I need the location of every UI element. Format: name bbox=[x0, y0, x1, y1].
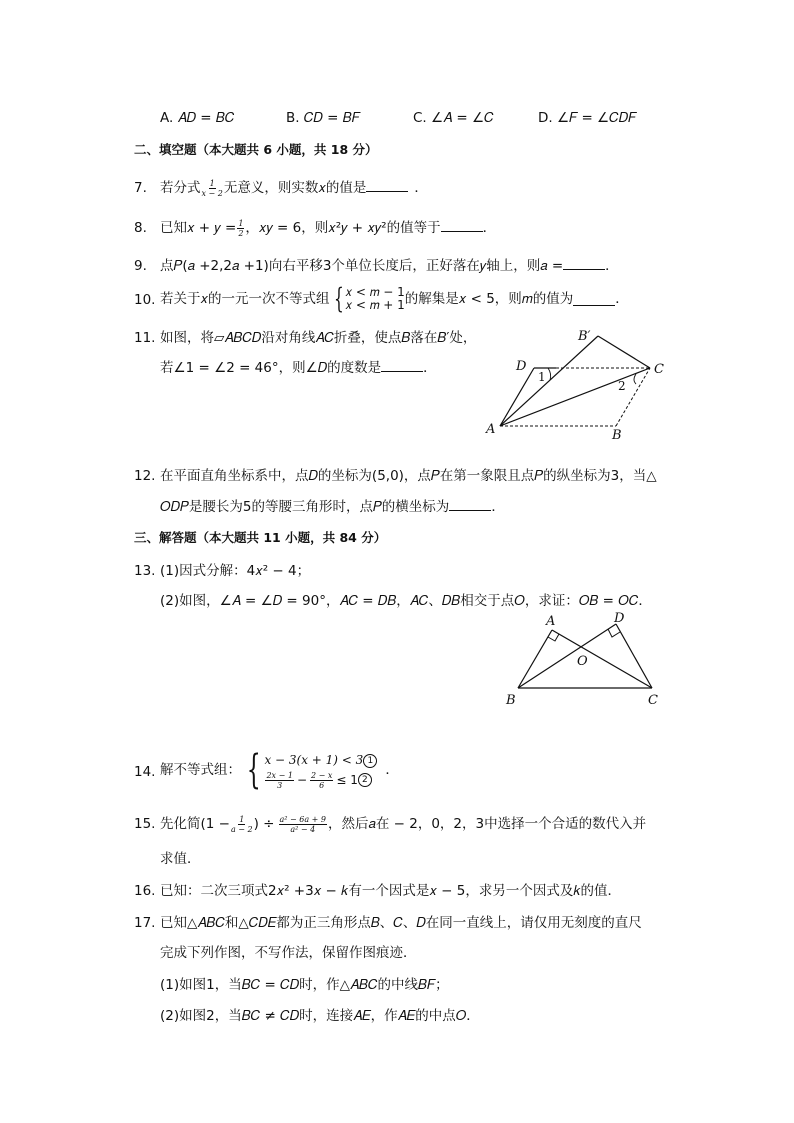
answer-blank bbox=[573, 293, 615, 306]
q8-fraction: $\frac{1}{2}$ bbox=[238, 218, 244, 238]
answer-blank bbox=[441, 219, 483, 232]
q10-inequality-system: { 𝑥 < 𝑚 − 1 𝑥 < 𝑚 + 1 bbox=[333, 282, 405, 315]
q12-line1: 在平面直角坐标系中，点𝐷的坐标为(5,0)，点𝑃在第一象限且点𝑃的纵坐标为3，当△ bbox=[160, 468, 657, 484]
label-o: O bbox=[577, 654, 588, 669]
q15-line2: 求值． bbox=[160, 851, 201, 867]
q10-post: 的解集是𝑥 < 5，则𝑚的值为 bbox=[404, 291, 574, 307]
q14-end: ． bbox=[385, 762, 399, 778]
label-b: B bbox=[612, 428, 622, 442]
edge-ab-prime bbox=[500, 336, 598, 426]
question-number: 9. bbox=[134, 258, 147, 274]
circled-number-2: 2 bbox=[358, 773, 372, 787]
q11-end: ． bbox=[423, 360, 437, 376]
question-15 bbox=[160, 810, 646, 838]
q8-end: ． bbox=[482, 220, 497, 236]
q7-pre: 若分式 bbox=[160, 180, 201, 196]
question-number: 8. bbox=[134, 220, 147, 236]
label-angle-2: 2 bbox=[618, 379, 626, 393]
q10-end: ． bbox=[615, 291, 629, 307]
segment-ac bbox=[552, 630, 652, 688]
angle-2-arc bbox=[634, 374, 636, 384]
edge-ad bbox=[500, 368, 534, 426]
label-d: D bbox=[516, 359, 527, 374]
q8-post: ，𝑥𝑦 = 6，则𝑥²𝑦 + 𝑥𝑦²的值等于 bbox=[245, 220, 441, 236]
q14-row2: $\frac{2x - 1}{3}$ − $\frac{2 - x}{6}$ ≤ 1 2 bbox=[264, 770, 377, 790]
answer-blank bbox=[366, 179, 408, 192]
label-a: A bbox=[486, 422, 496, 437]
q14-inequality-system: { 𝑥 − 3(𝑥 + 1) < 3 1 $\frac{2x - 1}{3}$ − $\frac{2 - x}{6}$ ≤ 1 2 bbox=[241, 750, 377, 790]
q15-mid: ) ÷ bbox=[253, 816, 275, 832]
q7-fraction: $\frac{1}{x - 2}$ bbox=[201, 178, 223, 198]
question-11-line2 bbox=[160, 358, 437, 378]
edge-b-prime-c bbox=[598, 336, 650, 368]
q13-triangles-figure bbox=[500, 610, 670, 710]
question-number: 15. bbox=[134, 816, 156, 832]
question-10 bbox=[160, 284, 629, 314]
q17-part2: (2)如图2，当𝐵𝐶 ≠ 𝐶𝐷时，连接𝐴𝐸，作𝐴𝐸的中点𝑂． bbox=[160, 1008, 480, 1024]
answer-blank bbox=[563, 257, 605, 270]
question-9 bbox=[160, 256, 619, 276]
q14-row1: 𝑥 − 3(𝑥 + 1) < 3 1 bbox=[264, 750, 377, 770]
q9-text: 点𝑃(𝑎 +2,2𝑎 +1)向右平移3个单位长度后，正好落在𝑦轴上，则𝑎 = bbox=[160, 258, 564, 274]
question-number: 7. bbox=[134, 180, 147, 196]
q14-pre: 解不等式组： bbox=[160, 762, 241, 778]
question-number: 14. bbox=[134, 764, 156, 780]
right-angle-mark-d bbox=[608, 629, 620, 637]
question-7 bbox=[160, 178, 428, 198]
edge-bc-dashed bbox=[616, 368, 650, 426]
q9-end: ． bbox=[605, 258, 619, 274]
label-angle-1: 1 bbox=[538, 370, 546, 384]
q17-line2: 完成下列作图，不写作法，保留作图痕迹． bbox=[160, 945, 417, 961]
segment-ba bbox=[518, 630, 552, 688]
question-number: 13. bbox=[134, 563, 156, 579]
section-title-fill-in: 二、填空题（本大题共 6 小题，共 18 分） bbox=[134, 142, 378, 157]
q7-post: 无意义，则实数𝑥的值是 bbox=[223, 180, 367, 196]
q11-line1: 如图，将▱𝐴𝐵𝐶𝐷沿对角线𝐴𝐶折叠，使点𝐵落在𝐵′处， bbox=[160, 330, 477, 346]
q11-parallelogram-figure bbox=[478, 322, 678, 442]
q13-part1: (1)因式分解：4𝑥² − 4； bbox=[160, 563, 311, 579]
q17-line1: 已知△𝐴𝐵𝐶和△𝐶𝐷𝐸都为正三角形点𝐵、𝐶、𝐷在同一直线上，请仅用无刻度的直尺 bbox=[160, 915, 642, 931]
option-a: A. 𝐴𝐷 = 𝐵𝐶 bbox=[160, 110, 235, 126]
q7-end: ． bbox=[414, 180, 428, 196]
section-title-solutions: 三、解答题（本大题共 11 小题，共 84 分） bbox=[134, 530, 387, 545]
q15-fraction-2: $\frac{\text{a² − 6a + 9}}{\text{a² − 4}}$ bbox=[279, 814, 327, 834]
q15-post: ，然后𝑎在 − 2，0，2，3中选择一个合适的数代入并 bbox=[328, 816, 647, 832]
label-b-prime: B′ bbox=[578, 329, 591, 344]
q13-part2: (2)如图，∠𝐴 = ∠𝐷 = 90°，𝐴𝐶 = 𝐷𝐵，𝐴𝐶、𝐷𝐵相交于点𝑂，求证：𝑂𝐵 = 𝑂𝐶． bbox=[160, 593, 652, 609]
segment-bd bbox=[518, 624, 616, 688]
question-number: 17. bbox=[134, 915, 156, 931]
q17-part1: (1)如图1，当𝐵𝐶 = 𝐶𝐷时，作△𝐴𝐵𝐶的中线𝐵𝐹； bbox=[160, 977, 449, 993]
q12-end: ． bbox=[491, 499, 505, 515]
angle-1-arc bbox=[548, 368, 551, 380]
question-8 bbox=[160, 218, 496, 238]
label-d: D bbox=[614, 611, 625, 626]
question-number: 11. bbox=[134, 330, 156, 346]
segment-dc bbox=[616, 624, 652, 688]
q10-pre: 若关于𝑥的一元一次不等式组 bbox=[160, 291, 330, 307]
diagonal-ac bbox=[500, 368, 650, 426]
option-d: D. ∠𝐹 = ∠𝐶𝐷𝐹 bbox=[538, 110, 637, 126]
q15-pre: 先化简(1 − bbox=[160, 816, 230, 832]
option-b: B. 𝐶𝐷 = 𝐵𝐹 bbox=[286, 110, 360, 126]
q16-text: 已知：二次三项式2𝑥² +3𝑥 − 𝑘有一个因式是𝑥 − 5，求另一个因式及𝑘的值． bbox=[160, 883, 622, 899]
q11-line2: 若∠1 = ∠2 = 46°，则∠𝐷的度数是 bbox=[160, 360, 382, 376]
q8-pre: 已知𝑥 + 𝑦 = bbox=[160, 220, 237, 236]
question-number: 10. bbox=[134, 292, 156, 308]
question-number: 12. bbox=[134, 468, 156, 484]
label-a: A bbox=[546, 614, 556, 629]
answer-blank bbox=[449, 498, 491, 511]
question-12-line2 bbox=[160, 497, 505, 517]
q15-fraction-1: $\frac{1}{a - 2}$ bbox=[230, 814, 253, 834]
question-number: 16. bbox=[134, 883, 156, 899]
question-14 bbox=[160, 747, 399, 793]
label-b: B bbox=[506, 693, 516, 708]
circled-number-1: 1 bbox=[363, 754, 377, 768]
answer-blank bbox=[381, 359, 423, 372]
option-c: C. ∠𝐴 = ∠𝐶 bbox=[413, 110, 494, 126]
label-c: C bbox=[654, 362, 664, 377]
label-c: C bbox=[648, 693, 658, 708]
q12-line2: 𝑂𝐷𝑃是腰长为5的等腰三角形时，点𝑃的横坐标为 bbox=[160, 499, 450, 515]
